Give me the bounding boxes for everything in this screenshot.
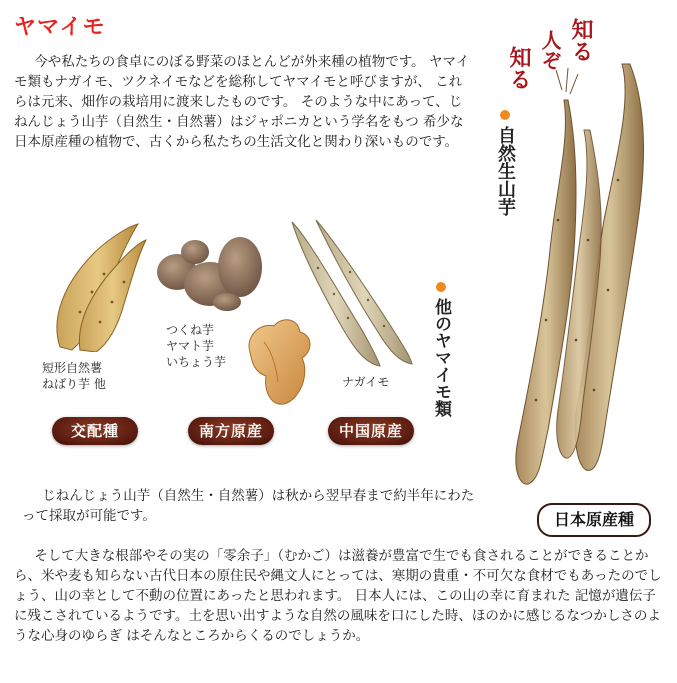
chinese-badge: 中国原産 xyxy=(328,417,414,445)
other-varieties-label xyxy=(430,282,452,417)
other-varieties-text: 他のヤマイモ類 xyxy=(431,298,451,417)
southern-caption-line2: ヤマト芋 xyxy=(166,339,215,353)
calligraphy-line1: 知る xyxy=(568,18,594,62)
native-badge: 日本原産種 xyxy=(537,503,651,537)
orange-bullet-icon-2 xyxy=(500,110,510,120)
closing-paragraph: そして大きな根部やその実の「零余子」（むかご）は滋養が豊富で生でも食されることができることから、米や麦も知らない古代日本の原住民や縄文人にとっては、寒期の貴重・不可欠な食材でもあったのでしょう、山の幸として不動の位置にあったと思われます。 日本人には、この山の幸に育まれた 記憶が遺伝子に残こされているようです。土を思い出すような自然の風味を口にした時、ほのかに感じるなつかしさのような心身のゆらぎ はそんなところからくるのでしょうか。 xyxy=(14,548,662,644)
southern-caption-line1: つくね芋 xyxy=(166,323,215,337)
intro-paragraph: 今や私たちの食卓にのぼる野菜のほとんどが外来種の植物です。 ヤマイモ類もナガイモ、ツクネイモなどを総称してヤマイモと呼びますが、 これらは元来、畑作の栽培用に渡来したものです。 そのような中にあって、じねんじょう山芋（自然生・自然薯）はジャポニカという学名をもつ 希少な日本原産種の植物で、古くから私たちの生活文化と関わり深いものです。 xyxy=(14,54,470,150)
wild-yam-label xyxy=(494,110,516,216)
harvest-paragraph: じねんじょう山芋（自然生・自然薯）は秋から翌早春まで約半年にわたって採取が可能です。 xyxy=(22,488,475,524)
tsukune-yam-image xyxy=(155,232,265,312)
hybrid-caption-line1: 短形自然薯 xyxy=(42,361,103,375)
orange-bullet-icon xyxy=(436,282,446,292)
hybrid-badge: 交配種 xyxy=(52,417,138,445)
southern-caption xyxy=(166,322,226,370)
hybrid-caption xyxy=(42,360,106,392)
page-title: ヤマイモ xyxy=(14,15,106,40)
nagaimo-image xyxy=(288,218,418,368)
southern-badge: 南方原産 xyxy=(188,417,274,445)
calligraphy-line2: 人ぞ xyxy=(538,30,562,70)
southern-caption-line3: いちょう芋 xyxy=(166,355,227,369)
nagaimo-caption: ナガイモ xyxy=(342,375,390,389)
wild-yam-text: 自然生山芋 xyxy=(495,126,516,216)
wild-yam-image xyxy=(498,60,668,490)
calligraphy-line3: 知る xyxy=(506,46,532,90)
hybrid-caption-line2: ねばり芋 他 xyxy=(42,377,106,391)
hybrid-yam-image xyxy=(40,222,150,352)
